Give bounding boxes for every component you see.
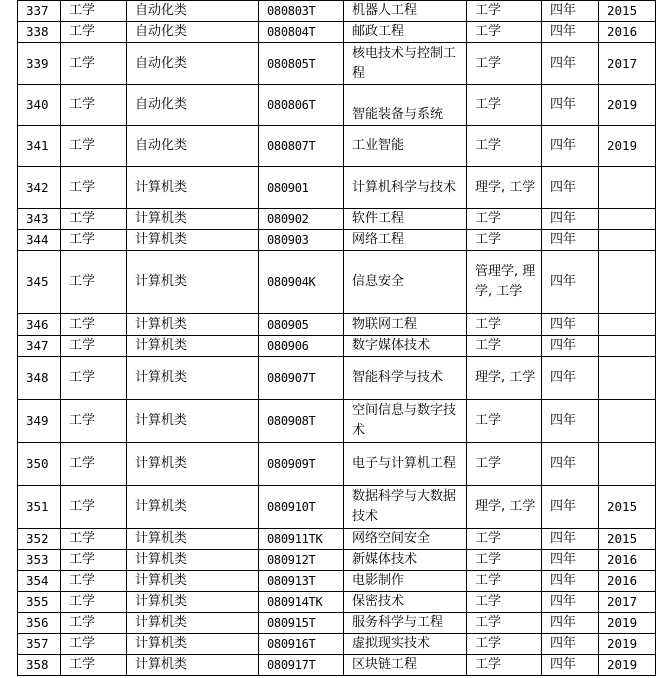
major-code-cell: 080805T — [259, 43, 344, 85]
year-added-cell: 2016 — [599, 550, 656, 571]
major-name-cell: 邮政工程 — [344, 22, 467, 43]
discipline-cell: 工学 — [61, 592, 127, 613]
row-number-cell: 347 — [18, 336, 61, 357]
major-code-cell: 080915T — [259, 613, 344, 634]
year-added-cell — [599, 400, 656, 443]
major-category-cell: 计算机类 — [127, 486, 259, 529]
duration-cell: 四年 — [542, 230, 599, 251]
table-row — [18, 43, 656, 85]
major-name-cell: 数字媒体技术 — [344, 336, 467, 357]
table-row — [18, 357, 656, 400]
discipline-cell: 工学 — [61, 571, 127, 592]
major-code-cell: 080803T — [259, 1, 344, 22]
major-category-cell: 计算机类 — [127, 167, 259, 209]
major-category-cell: 自动化类 — [127, 22, 259, 43]
major-category-cell: 计算机类 — [127, 443, 259, 486]
year-added-cell: 2015 — [599, 529, 656, 550]
row-number-cell: 355 — [18, 592, 61, 613]
discipline-cell: 工学 — [61, 529, 127, 550]
table-row — [18, 613, 656, 634]
year-added-cell — [599, 314, 656, 336]
degree-field-cell: 工学 — [467, 85, 542, 126]
row-number-cell: 353 — [18, 550, 61, 571]
major-name-cell: 空间信息与数字技术 — [344, 400, 467, 443]
duration-cell: 四年 — [542, 443, 599, 486]
discipline-cell: 工学 — [61, 230, 127, 251]
major-name-cell: 网络工程 — [344, 230, 467, 251]
major-category-cell: 计算机类 — [127, 529, 259, 550]
degree-field-cell: 工学 — [467, 655, 542, 676]
row-number-cell: 357 — [18, 634, 61, 655]
duration-cell: 四年 — [542, 486, 599, 529]
year-added-cell: 2017 — [599, 592, 656, 613]
degree-field-cell: 工学 — [467, 592, 542, 613]
duration-cell: 四年 — [542, 209, 599, 230]
table-row — [18, 126, 656, 167]
major-category-cell: 自动化类 — [127, 126, 259, 167]
table-row — [18, 251, 656, 314]
duration-cell: 四年 — [542, 634, 599, 655]
major-category-cell: 计算机类 — [127, 655, 259, 676]
row-number-cell: 344 — [18, 230, 61, 251]
year-added-cell — [599, 209, 656, 230]
table-row — [18, 230, 656, 251]
major-name-cell: 计算机科学与技术 — [344, 167, 467, 209]
duration-cell: 四年 — [542, 22, 599, 43]
year-added-cell — [599, 230, 656, 251]
discipline-cell: 工学 — [61, 22, 127, 43]
major-code-cell: 080912T — [259, 550, 344, 571]
table-row — [18, 314, 656, 336]
major-name-cell: 物联网工程 — [344, 314, 467, 336]
discipline-cell: 工学 — [61, 613, 127, 634]
major-code-cell: 080906 — [259, 336, 344, 357]
degree-field-cell: 工学 — [467, 1, 542, 22]
degree-field-cell: 工学 — [467, 529, 542, 550]
major-name-cell: 信息安全 — [344, 251, 467, 314]
duration-cell: 四年 — [542, 550, 599, 571]
major-category-cell: 计算机类 — [127, 613, 259, 634]
row-number-cell: 350 — [18, 443, 61, 486]
discipline-cell: 工学 — [61, 314, 127, 336]
degree-field-cell: 工学 — [467, 400, 542, 443]
majors-table — [17, 0, 656, 676]
degree-field-cell: 工学 — [467, 230, 542, 251]
year-added-cell: 2017 — [599, 43, 656, 85]
major-code-cell: 080907T — [259, 357, 344, 400]
major-name-cell: 虚拟现实技术 — [344, 634, 467, 655]
table-row — [18, 400, 656, 443]
degree-field-cell: 工学 — [467, 209, 542, 230]
major-category-cell: 计算机类 — [127, 357, 259, 400]
major-category-cell: 计算机类 — [127, 209, 259, 230]
row-number-cell: 338 — [18, 22, 61, 43]
major-category-cell: 计算机类 — [127, 571, 259, 592]
major-code-cell: 080910T — [259, 486, 344, 529]
discipline-cell: 工学 — [61, 486, 127, 529]
major-name-cell: 智能科学与技术 — [344, 357, 467, 400]
duration-cell: 四年 — [542, 167, 599, 209]
major-code-cell: 080916T — [259, 634, 344, 655]
major-category-cell: 计算机类 — [127, 592, 259, 613]
discipline-cell: 工学 — [61, 357, 127, 400]
discipline-cell: 工学 — [61, 85, 127, 126]
duration-cell: 四年 — [542, 314, 599, 336]
row-number-cell: 346 — [18, 314, 61, 336]
major-category-cell: 计算机类 — [127, 230, 259, 251]
major-name-cell: 核电技术与控制工程 — [344, 43, 467, 85]
row-number-cell: 354 — [18, 571, 61, 592]
year-added-cell: 2016 — [599, 22, 656, 43]
row-number-cell: 349 — [18, 400, 61, 443]
year-added-cell — [599, 251, 656, 314]
degree-field-cell: 工学 — [467, 571, 542, 592]
duration-cell: 四年 — [542, 400, 599, 443]
row-number-cell: 348 — [18, 357, 61, 400]
major-category-cell: 自动化类 — [127, 85, 259, 126]
table-body — [18, 1, 656, 676]
degree-field-cell: 管理学, 理学, 工学 — [467, 251, 542, 314]
major-name-cell: 智能装备与系统 — [344, 85, 467, 126]
year-added-cell: 2015 — [599, 1, 656, 22]
row-number-cell: 351 — [18, 486, 61, 529]
degree-field-cell: 工学 — [467, 634, 542, 655]
duration-cell: 四年 — [542, 357, 599, 400]
duration-cell: 四年 — [542, 251, 599, 314]
major-code-cell: 080903 — [259, 230, 344, 251]
discipline-cell: 工学 — [61, 167, 127, 209]
major-name-cell: 网络空间安全 — [344, 529, 467, 550]
table-row — [18, 1, 656, 22]
major-code-cell: 080909T — [259, 443, 344, 486]
table-row — [18, 529, 656, 550]
year-added-cell: 2019 — [599, 655, 656, 676]
duration-cell: 四年 — [542, 336, 599, 357]
row-number-cell: 356 — [18, 613, 61, 634]
major-code-cell: 080914TK — [259, 592, 344, 613]
major-category-cell: 自动化类 — [127, 1, 259, 22]
degree-field-cell: 工学 — [467, 22, 542, 43]
table-row — [18, 443, 656, 486]
major-category-cell: 计算机类 — [127, 336, 259, 357]
table-row — [18, 634, 656, 655]
duration-cell: 四年 — [542, 571, 599, 592]
major-name-cell: 软件工程 — [344, 209, 467, 230]
duration-cell: 四年 — [542, 1, 599, 22]
major-code-cell: 080911TK — [259, 529, 344, 550]
discipline-cell: 工学 — [61, 251, 127, 314]
year-added-cell: 2019 — [599, 126, 656, 167]
degree-field-cell: 工学 — [467, 314, 542, 336]
year-added-cell — [599, 357, 656, 400]
year-added-cell: 2019 — [599, 634, 656, 655]
major-category-cell: 自动化类 — [127, 43, 259, 85]
degree-field-cell: 工学 — [467, 43, 542, 85]
degree-field-cell: 工学 — [467, 336, 542, 357]
discipline-cell: 工学 — [61, 43, 127, 85]
major-category-cell: 计算机类 — [127, 634, 259, 655]
major-name-cell: 保密技术 — [344, 592, 467, 613]
discipline-cell: 工学 — [61, 126, 127, 167]
table-row — [18, 655, 656, 676]
discipline-cell: 工学 — [61, 209, 127, 230]
major-code-cell: 080807T — [259, 126, 344, 167]
major-name-cell: 电子与计算机工程 — [344, 443, 467, 486]
year-added-cell: 2019 — [599, 85, 656, 126]
major-code-cell: 080905 — [259, 314, 344, 336]
table-row — [18, 85, 656, 126]
table-row — [18, 22, 656, 43]
row-number-cell: 343 — [18, 209, 61, 230]
major-code-cell: 080908T — [259, 400, 344, 443]
major-name-cell: 数据科学与大数据技术 — [344, 486, 467, 529]
discipline-cell: 工学 — [61, 550, 127, 571]
table-row — [18, 486, 656, 529]
year-added-cell: 2016 — [599, 571, 656, 592]
degree-field-cell: 工学 — [467, 443, 542, 486]
discipline-cell: 工学 — [61, 1, 127, 22]
table-row — [18, 336, 656, 357]
year-added-cell — [599, 443, 656, 486]
major-code-cell: 080804T — [259, 22, 344, 43]
duration-cell: 四年 — [542, 655, 599, 676]
major-code-cell: 080917T — [259, 655, 344, 676]
major-category-cell: 计算机类 — [127, 314, 259, 336]
major-category-cell: 计算机类 — [127, 400, 259, 443]
row-number-cell: 339 — [18, 43, 61, 85]
degree-field-cell: 工学 — [467, 550, 542, 571]
row-number-cell: 337 — [18, 1, 61, 22]
major-code-cell: 080806T — [259, 85, 344, 126]
degree-field-cell: 工学 — [467, 126, 542, 167]
major-name-cell: 电影制作 — [344, 571, 467, 592]
year-added-cell: 2015 — [599, 486, 656, 529]
year-added-cell — [599, 336, 656, 357]
row-number-cell: 341 — [18, 126, 61, 167]
major-name-cell: 工业智能 — [344, 126, 467, 167]
row-number-cell: 358 — [18, 655, 61, 676]
duration-cell: 四年 — [542, 43, 599, 85]
discipline-cell: 工学 — [61, 336, 127, 357]
degree-field-cell: 工学 — [467, 613, 542, 634]
major-code-cell: 080902 — [259, 209, 344, 230]
year-added-cell — [599, 167, 656, 209]
duration-cell: 四年 — [542, 85, 599, 126]
duration-cell: 四年 — [542, 592, 599, 613]
major-code-cell: 080901 — [259, 167, 344, 209]
table-row — [18, 209, 656, 230]
major-name-cell: 机器人工程 — [344, 1, 467, 22]
duration-cell: 四年 — [542, 126, 599, 167]
major-name-cell: 服务科学与工程 — [344, 613, 467, 634]
table-row — [18, 592, 656, 613]
row-number-cell: 345 — [18, 251, 61, 314]
row-number-cell: 340 — [18, 85, 61, 126]
discipline-cell: 工学 — [61, 634, 127, 655]
major-category-cell: 计算机类 — [127, 251, 259, 314]
degree-field-cell: 理学, 工学 — [467, 486, 542, 529]
major-code-cell: 080913T — [259, 571, 344, 592]
table-row — [18, 167, 656, 209]
major-name-cell: 新媒体技术 — [344, 550, 467, 571]
year-added-cell: 2019 — [599, 613, 656, 634]
major-category-cell: 计算机类 — [127, 550, 259, 571]
duration-cell: 四年 — [542, 529, 599, 550]
table-row — [18, 550, 656, 571]
discipline-cell: 工学 — [61, 443, 127, 486]
degree-field-cell: 理学, 工学 — [467, 167, 542, 209]
row-number-cell: 352 — [18, 529, 61, 550]
major-name-cell: 区块链工程 — [344, 655, 467, 676]
discipline-cell: 工学 — [61, 655, 127, 676]
discipline-cell: 工学 — [61, 400, 127, 443]
table-row — [18, 571, 656, 592]
major-code-cell: 080904K — [259, 251, 344, 314]
degree-field-cell: 理学, 工学 — [467, 357, 542, 400]
row-number-cell: 342 — [18, 167, 61, 209]
duration-cell: 四年 — [542, 613, 599, 634]
